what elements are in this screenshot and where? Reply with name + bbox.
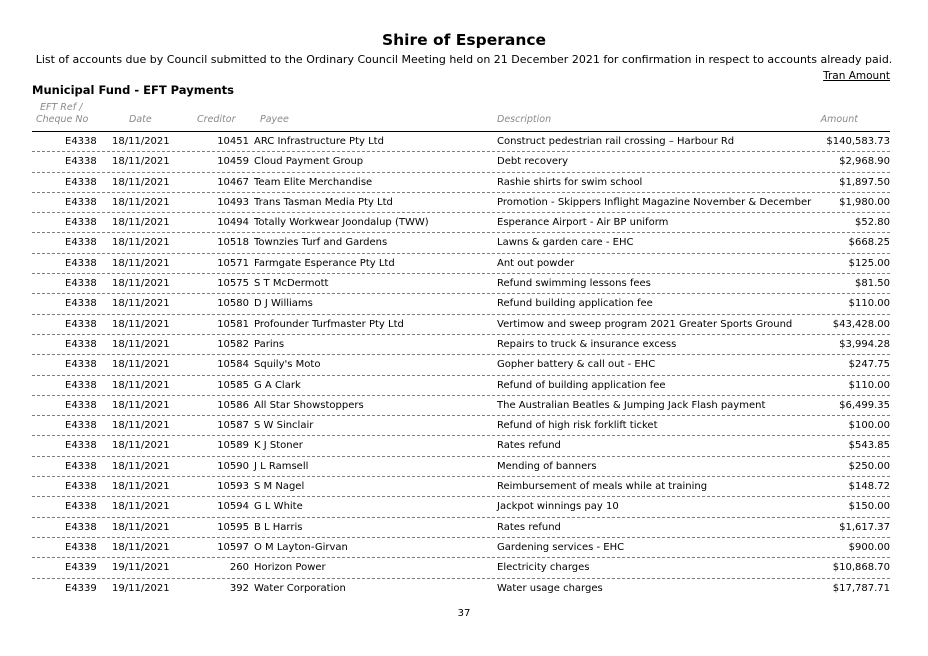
amount-cell: $2,968.90: [839, 156, 890, 168]
creditor-cell: 10494: [217, 217, 249, 229]
eft-ref-cell: E4338: [65, 237, 97, 249]
amount-cell: $1,897.50: [839, 176, 890, 188]
payee-cell: S T McDermott: [254, 278, 329, 290]
eft-ref-cell: E4339: [65, 582, 97, 594]
payee-cell: Profounder Turfmaster Pty Ltd: [254, 318, 404, 330]
table-row: [32, 315, 890, 335]
date-cell: 19/11/2021: [112, 562, 170, 574]
date-cell: 18/11/2021: [112, 420, 170, 432]
payments-table-body: [32, 132, 890, 598]
creditor-cell: 10584: [217, 359, 249, 371]
description-cell: Rates refund: [497, 521, 561, 533]
eft-ref-cell: E4338: [65, 338, 97, 350]
date-cell: 18/11/2021: [112, 399, 170, 411]
description-cell: Reimbursement of meals while at training: [497, 481, 708, 493]
column-header-amount: Amount: [820, 114, 858, 125]
amount-cell: $110.00: [848, 298, 890, 310]
table-row: [32, 213, 890, 233]
eft-ref-cell: E4338: [65, 196, 97, 208]
creditor-cell: 10518: [217, 237, 249, 249]
amount-cell: $668.25: [848, 237, 890, 249]
description-cell: Water usage charges: [497, 582, 603, 594]
date-cell: 18/11/2021: [112, 521, 170, 533]
amount-cell: $17,787.71: [832, 582, 890, 594]
date-cell: 18/11/2021: [112, 338, 170, 350]
description-cell: Refund swimming lessons fees: [497, 278, 651, 290]
table-row: [32, 538, 890, 558]
creditor-cell: 10590: [217, 460, 249, 472]
amount-cell: $3,994.28: [839, 338, 890, 350]
fund-heading: Municipal Fund - EFT Payments: [32, 83, 235, 97]
date-cell: 19/11/2021: [112, 582, 170, 594]
date-cell: 18/11/2021: [112, 136, 170, 147]
description-cell: Gopher battery & call out - EHC: [497, 359, 656, 371]
amount-cell: $1,617.37: [839, 521, 890, 533]
amount-cell: $250.00: [848, 460, 890, 472]
description-cell: The Australian Beatles & Jumping Jack Flash payment: [497, 399, 766, 411]
eft-ref-cell: E4338: [65, 399, 97, 411]
column-header-payee: Payee: [260, 114, 289, 125]
payee-cell: Squily's Moto: [254, 359, 321, 371]
payee-cell: Horizon Power: [254, 562, 326, 574]
creditor-cell: 10580: [217, 298, 249, 310]
payee-cell: S W Sinclair: [254, 420, 314, 432]
eft-ref-cell: E4338: [65, 156, 97, 168]
amount-cell: $81.50: [855, 278, 890, 290]
eft-ref-cell: E4338: [65, 379, 97, 391]
date-cell: 18/11/2021: [112, 501, 170, 513]
eft-ref-cell: E4338: [65, 501, 97, 513]
table-row: [32, 396, 890, 416]
eft-ref-cell: E4338: [65, 278, 97, 290]
column-header-creditor: Creditor: [197, 114, 236, 125]
date-cell: 18/11/2021: [112, 379, 170, 391]
payee-cell: Townzies Turf and Gardens: [254, 237, 388, 249]
amount-cell: $247.75: [848, 359, 890, 371]
description-cell: Rates refund: [497, 440, 561, 452]
table-header: [32, 101, 890, 132]
description-cell: Vertimow and sweep program 2021 Greater Sports Ground: [497, 318, 793, 330]
table-row: [32, 558, 890, 578]
payee-cell: Totally Workwear Joondalup (TWW): [254, 217, 429, 229]
payee-cell: Farmgate Esperance Pty Ltd: [254, 257, 395, 269]
payee-cell: G A Clark: [254, 379, 301, 391]
creditor-cell: 10586: [217, 399, 249, 411]
eft-ref-cell: E4338: [65, 440, 97, 452]
description-cell: Esperance Airport - Air BP uniform: [497, 217, 669, 229]
column-header-date: Date: [129, 114, 152, 125]
description-cell: Rashie shirts for swim school: [497, 176, 643, 188]
table-row: [32, 173, 890, 193]
creditor-cell: 392: [229, 582, 249, 594]
description-cell: Refund building application fee: [497, 298, 653, 310]
payee-cell: Team Elite Merchandise: [254, 176, 373, 188]
description-cell: Electricity charges: [497, 562, 590, 574]
payee-cell: K J Stoner: [254, 440, 303, 452]
table-row: [32, 457, 890, 477]
eft-ref-cell: E4338: [65, 298, 97, 310]
table-row: [32, 477, 890, 497]
payee-cell: Cloud Payment Group: [254, 156, 364, 168]
table-row: [32, 518, 890, 538]
payee-cell: S M Nagel: [254, 481, 305, 493]
creditor-cell: 10575: [217, 278, 249, 290]
payee-cell: G L White: [254, 501, 303, 513]
eft-ref-cell: E4338: [65, 481, 97, 493]
description-cell: Promotion - Skippers Inflight Magazine November & December: [497, 196, 812, 208]
table-row: [32, 254, 890, 274]
date-cell: 18/11/2021: [112, 237, 170, 249]
creditor-cell: 10587: [217, 420, 249, 432]
description-cell: Jackpot winnings pay 10: [497, 501, 619, 513]
amount-cell: $543.85: [848, 440, 890, 452]
eft-ref-cell: E4338: [65, 359, 97, 371]
amount-cell: $140,583.73: [826, 136, 890, 147]
date-cell: 18/11/2021: [112, 176, 170, 188]
amount-cell: $110.00: [848, 379, 890, 391]
amount-cell: $150.00: [848, 501, 890, 513]
creditor-cell: 10582: [217, 338, 249, 350]
payee-cell: All Star Showstoppers: [254, 399, 364, 411]
table-row: [32, 132, 890, 152]
table-row: [32, 193, 890, 213]
column-header-ref-line2: Cheque No: [36, 114, 89, 125]
creditor-cell: 10451: [217, 136, 249, 147]
creditor-cell: 10594: [217, 501, 249, 513]
amount-cell: $10,868.70: [832, 562, 890, 574]
page-title: Shire of Esperance: [381, 31, 547, 49]
page-number: 37: [457, 608, 471, 619]
amount-cell: $1,980.00: [839, 196, 890, 208]
amount-cell: $125.00: [848, 257, 890, 269]
table-row: [32, 416, 890, 436]
payee-cell: Trans Tasman Media Pty Ltd: [254, 196, 393, 208]
date-cell: 18/11/2021: [112, 217, 170, 229]
date-cell: 18/11/2021: [112, 359, 170, 371]
description-cell: Debt recovery: [497, 156, 569, 168]
eft-ref-cell: E4339: [65, 562, 97, 574]
eft-ref-cell: E4338: [65, 176, 97, 188]
eft-ref-cell: E4338: [65, 136, 97, 147]
creditor-cell: 10467: [217, 176, 249, 188]
date-cell: 18/11/2021: [112, 541, 170, 553]
description-cell: Lawns & garden care - EHC: [497, 237, 634, 249]
eft-ref-cell: E4338: [65, 318, 97, 330]
date-cell: 18/11/2021: [112, 318, 170, 330]
column-header-description: Description: [497, 114, 552, 125]
payee-cell: ARC Infrastructure Pty Ltd: [254, 136, 384, 147]
amount-cell: $6,499.35: [839, 399, 890, 411]
date-cell: 18/11/2021: [112, 481, 170, 493]
description-cell: Refund of building application fee: [497, 379, 666, 391]
date-cell: 18/11/2021: [112, 460, 170, 472]
creditor-cell: 10493: [217, 196, 249, 208]
table-row: [32, 152, 890, 172]
eft-ref-cell: E4338: [65, 420, 97, 432]
description-cell: Refund of high risk forklift ticket: [497, 420, 658, 432]
table-row: [32, 294, 890, 314]
date-cell: 18/11/2021: [112, 298, 170, 310]
description-cell: Construct pedestrian rail crossing – Harbour Rd: [497, 136, 735, 147]
amount-cell: $52.80: [855, 217, 890, 229]
payee-cell: Parins: [254, 338, 285, 350]
date-cell: 18/11/2021: [112, 440, 170, 452]
eft-ref-cell: E4338: [65, 460, 97, 472]
table-row: [32, 233, 890, 253]
creditor-cell: 10589: [217, 440, 249, 452]
eft-ref-cell: E4338: [65, 541, 97, 553]
creditor-cell: 260: [229, 562, 249, 574]
creditor-cell: 10571: [217, 257, 249, 269]
creditor-cell: 10597: [217, 541, 249, 553]
amount-cell: $148.72: [848, 481, 890, 493]
table-row: [32, 376, 890, 396]
creditor-cell: 10595: [217, 521, 249, 533]
table-row: [32, 355, 890, 375]
date-cell: 18/11/2021: [112, 257, 170, 269]
creditor-cell: 10585: [217, 379, 249, 391]
column-header-ref-line1: EFT Ref /: [40, 102, 83, 113]
amount-cell: $43,428.00: [832, 318, 890, 330]
date-cell: 18/11/2021: [112, 278, 170, 290]
amount-cell: $900.00: [848, 541, 890, 553]
description-cell: Gardening services - EHC: [497, 541, 625, 553]
page-subtitle: List of accounts due by Council submitted to the Ordinary Council Meeting held on 21 December 2021 for confirmation in respect to accounts already paid.: [35, 53, 893, 66]
creditor-cell: 10581: [217, 318, 249, 330]
eft-ref-cell: E4338: [65, 217, 97, 229]
payee-cell: O M Layton-Girvan: [254, 541, 348, 553]
description-cell: Repairs to truck & insurance excess: [497, 338, 677, 350]
payee-cell: Water Corporation: [254, 582, 346, 594]
eft-ref-cell: E4338: [65, 257, 97, 269]
date-cell: 18/11/2021: [112, 196, 170, 208]
payee-cell: D J Williams: [254, 298, 313, 310]
table-row: [32, 579, 890, 598]
payee-cell: B L Harris: [254, 521, 303, 533]
table-row: [32, 436, 890, 456]
description-cell: Ant out powder: [497, 257, 575, 269]
creditor-cell: 10593: [217, 481, 249, 493]
eft-ref-cell: E4338: [65, 521, 97, 533]
table-row: [32, 335, 890, 355]
date-cell: 18/11/2021: [112, 156, 170, 168]
creditor-cell: 10459: [217, 156, 249, 168]
table-row: [32, 497, 890, 517]
table-row: [32, 274, 890, 294]
amount-cell: $100.00: [848, 420, 890, 432]
tran-amount-label: Tran Amount: [823, 70, 890, 82]
payee-cell: J L Ramsell: [254, 460, 309, 472]
description-cell: Mending of banners: [497, 460, 597, 472]
